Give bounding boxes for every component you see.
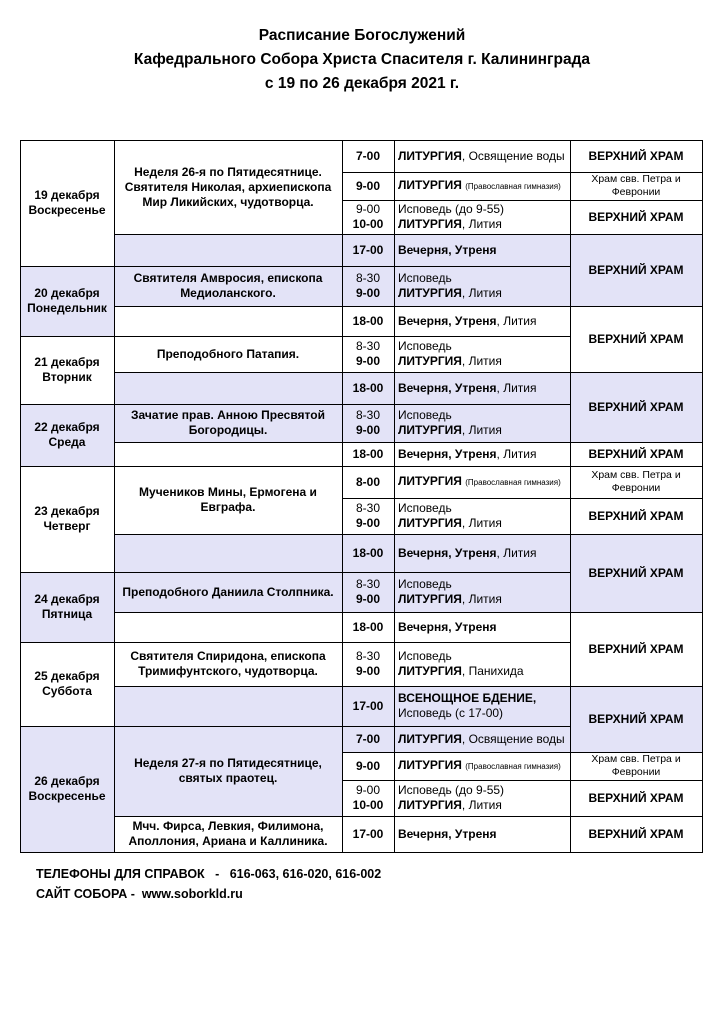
- phone-info: ТЕЛЕФОНЫ ДЛЯ СПРАВОК - 616-063, 616-020, 616-002: [36, 867, 382, 881]
- shade: [114, 686, 342, 726]
- time-cell: 9-00: [355, 758, 381, 773]
- grid-line: [342, 200, 703, 201]
- grid-line: [342, 752, 703, 753]
- service-cell: Вечерня, Утреня: [398, 242, 497, 257]
- service-cell: ЛИТУРГИЯ, Освящение воды: [398, 148, 565, 163]
- feast-cell: Преподобного Патапия.: [156, 346, 300, 361]
- feast-cell: Неделя 27-я по Пятидесятнице, святых праотец.: [134, 756, 322, 785]
- grid-line: [20, 404, 571, 405]
- service-cell: ЛИТУРГИЯ (Православная гимназия): [398, 474, 561, 488]
- grid-line: [20, 642, 571, 643]
- service-cell: ВСЕНОЩНОЕ БДЕНИЕ, Исповедь (с 17-00): [398, 691, 537, 720]
- grid-line: [20, 140, 703, 141]
- time-cell: 8-30 9-00: [355, 408, 381, 437]
- date-cell: 25 декабря Суббота: [34, 669, 100, 698]
- location-cell: ВЕРХНИЙ ХРАМ: [588, 790, 684, 805]
- grid-line: [20, 572, 571, 573]
- page-title: Расписание Богослужений: [258, 27, 466, 44]
- shade: [114, 534, 342, 572]
- feast-cell: Мчч. Фирса, Левкия, Филимона, Аполлония, Ариана и Каллиника.: [128, 819, 328, 848]
- feast-cell: Святителя Амвросия, епископа Медиоланского.: [133, 271, 323, 300]
- service-cell: Исповедь ЛИТУРГИЯ, Лития: [398, 501, 502, 530]
- grid-line: [114, 816, 703, 817]
- time-cell: 18-00: [352, 313, 384, 328]
- grid-line: [20, 336, 571, 337]
- date-cell: 26 декабря Воскресенье: [28, 774, 106, 803]
- location-cell: ВЕРХНИЙ ХРАМ: [588, 711, 684, 726]
- location-cell: ВЕРХНИЙ ХРАМ: [588, 446, 684, 461]
- feast-cell: Мучеников Мины, Ермогена и Евграфа.: [139, 485, 317, 514]
- date-cell: 24 декабря Пятница: [34, 592, 100, 621]
- time-cell: 7-00: [355, 148, 381, 163]
- location-cell: ВЕРХНИЙ ХРАМ: [588, 209, 684, 224]
- time-cell: 7-00: [355, 731, 381, 746]
- time-cell: 17-00: [352, 826, 384, 841]
- time-cell: 18-00: [352, 545, 384, 560]
- date-cell: 21 декабря Вторник: [34, 355, 100, 384]
- time-cell: 18-00: [352, 380, 384, 395]
- service-cell: Исповедь (до 9-55) ЛИТУРГИЯ, Лития: [398, 783, 505, 812]
- grid-line: [114, 534, 703, 535]
- service-cell: Исповедь ЛИТУРГИЯ, Лития: [398, 271, 502, 300]
- service-cell: Исповедь ЛИТУРГИЯ, Панихида: [398, 649, 524, 678]
- service-cell: Исповедь ЛИТУРГИЯ, Лития: [398, 339, 502, 368]
- time-cell: 8-30 9-00: [355, 649, 381, 678]
- location-cell: ВЕРХНИЙ ХРАМ: [588, 641, 684, 656]
- time-cell: 18-00: [352, 446, 384, 461]
- service-cell: Вечерня, Утреня: [398, 826, 497, 841]
- service-cell: Исповедь ЛИТУРГИЯ, Лития: [398, 408, 502, 437]
- date-cell: 23 декабря Четверг: [34, 504, 100, 533]
- location-cell: ВЕРХНИЙ ХРАМ: [588, 565, 684, 580]
- service-cell: Вечерня, Утреня: [398, 619, 497, 634]
- location-cell: ВЕРХНИЙ ХРАМ: [588, 826, 684, 841]
- location-cell: Храм свв. Петра и Февронии: [591, 753, 681, 778]
- website-info: САЙТ СОБОРА - www.soborkld.ru: [36, 887, 243, 901]
- time-cell: 9-00 10-00: [352, 783, 384, 812]
- location-cell: ВЕРХНИЙ ХРАМ: [588, 148, 684, 163]
- time-cell: 8-30 9-00: [355, 577, 381, 606]
- location-cell: ВЕРХНИЙ ХРАМ: [588, 508, 684, 523]
- grid-line: [114, 140, 115, 852]
- service-cell: Вечерня, Утреня, Лития: [398, 545, 537, 560]
- grid-line: [342, 780, 703, 781]
- feast-cell: Зачатие прав. Анною Пресвятой Богородицы.: [131, 408, 325, 437]
- grid-line: [342, 498, 703, 499]
- shade: [114, 372, 342, 404]
- grid-line: [342, 172, 703, 173]
- service-cell: Вечерня, Утреня, Лития: [398, 380, 537, 395]
- location-cell: ВЕРХНИЙ ХРАМ: [588, 262, 684, 277]
- service-cell: Исповедь ЛИТУРГИЯ, Лития: [398, 577, 502, 606]
- service-cell: Исповедь (до 9-55) ЛИТУРГИЯ, Лития: [398, 202, 505, 231]
- date-range: с 19 по 26 декабря 2021 г.: [264, 75, 460, 92]
- service-cell: ЛИТУРГИЯ, Освящение воды: [398, 731, 565, 746]
- service-cell: ЛИТУРГИЯ (Православная гимназия): [398, 178, 561, 192]
- location-cell: Храм свв. Петра и Февронии: [591, 173, 681, 198]
- grid-line: [20, 266, 571, 267]
- service-cell: Вечерня, Утреня, Лития: [398, 446, 537, 461]
- grid-line: [114, 612, 703, 613]
- grid-line: [114, 372, 703, 373]
- grid-line: [114, 306, 703, 307]
- service-cell: Вечерня, Утреня, Лития: [398, 313, 537, 328]
- time-cell: 8-30 9-00: [355, 339, 381, 368]
- date-cell: 22 декабря Среда: [34, 420, 100, 449]
- service-cell: ЛИТУРГИЯ (Православная гимназия): [398, 758, 561, 772]
- time-cell: 8-00: [355, 474, 381, 489]
- grid-line: [20, 466, 703, 467]
- page-subtitle: Кафедрального Собора Христа Спасителя г. Калининграда: [133, 51, 591, 68]
- feast-cell: Неделя 26-я по Пятидесятнице. Святителя Николая, архиепископа Мир Ликийских, чудотворца.: [124, 164, 332, 209]
- shade: [114, 234, 342, 266]
- time-cell: 8-30 9-00: [355, 271, 381, 300]
- time-cell: 9-00 10-00: [352, 202, 384, 231]
- time-cell: 17-00: [352, 698, 384, 713]
- grid-line: [342, 140, 343, 852]
- time-cell: 18-00: [352, 619, 384, 634]
- grid-line: [114, 686, 703, 687]
- grid-line: [114, 442, 703, 443]
- grid-line: [20, 726, 571, 727]
- location-cell: ВЕРХНИЙ ХРАМ: [588, 331, 684, 346]
- date-cell: 19 декабря Воскресенье: [28, 188, 106, 217]
- feast-cell: Святителя Спиридона, епископа Тримифунтского, чудотворца.: [130, 649, 326, 678]
- location-cell: Храм свв. Петра и Февронии: [591, 469, 681, 494]
- time-cell: 9-00: [355, 178, 381, 193]
- time-cell: 8-30 9-00: [355, 501, 381, 530]
- grid-line: [702, 140, 703, 852]
- grid-line: [20, 140, 21, 852]
- time-cell: 17-00: [352, 242, 384, 257]
- date-cell: 20 декабря Понедельник: [27, 286, 107, 315]
- location-cell: ВЕРХНИЙ ХРАМ: [588, 399, 684, 414]
- grid-line: [114, 234, 703, 235]
- grid-line: [570, 140, 571, 852]
- feast-cell: Преподобного Даниила Столпника.: [122, 584, 334, 599]
- grid-line: [394, 140, 395, 852]
- grid-line: [20, 852, 703, 853]
